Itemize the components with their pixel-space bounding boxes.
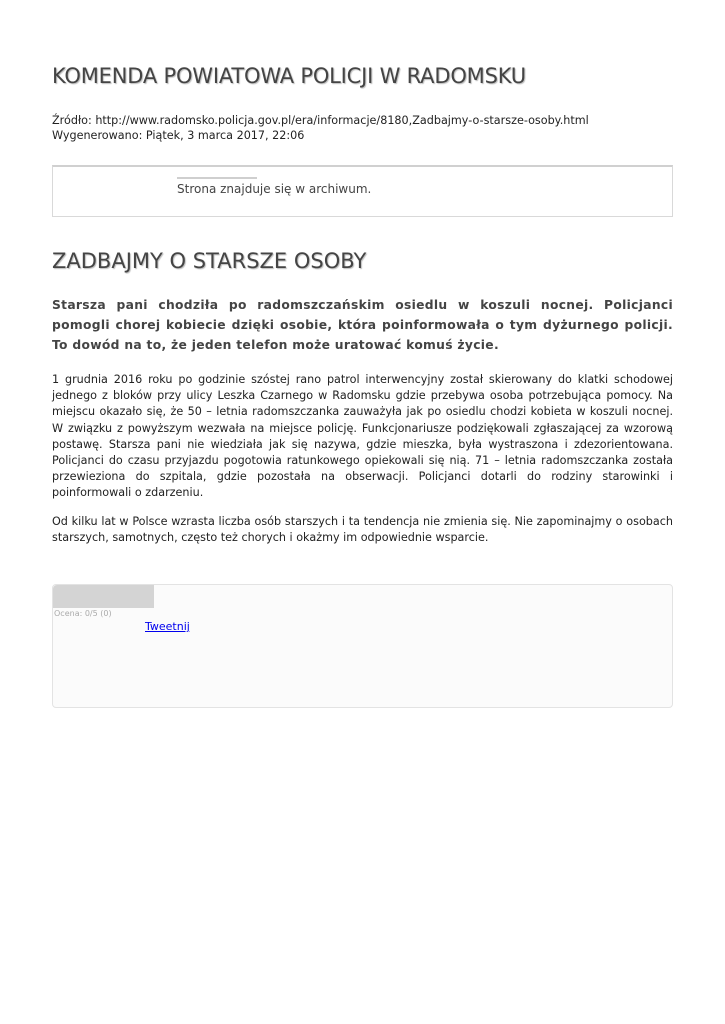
generated-date-line: Wygenerowano: Piątek, 3 marca 2017, 22:06: [52, 129, 305, 142]
rating-panel: [52, 584, 673, 708]
article-lead: Starsza pani chodziła po radomszczańskim osiedlu w koszuli nocnej. Policjanci pomogli chorej kobiecie dzięki osobie, która poinformowała o tym dyżurnego policji. To dowód na to, że jeden telefon może uratować komuś życie.: [52, 298, 673, 352]
rating-label: Ocena: 0/5 (0): [54, 609, 112, 618]
article-body: [52, 372, 673, 558]
article-paragraph: 1 grudnia 2016 roku po godzinie szóstej rano patrol interwencyjny został skierowany do klatki schodowej jednego z bloków przy ulicy Leszka Czarnego w Radomsku gdzie przebywa osoba potrzebująca pomocy. Na miejscu okazało się, że 50 – letnia radomszczanka zauważyła jak po osiedlu chodzi kobieta w koszuli nocnej. W związku z powyższym wezwała na miejsce policję. Funkcjonariusze podziękowali zgłaszającej za wzorową postawę. Starsza pani nie wiedziała jak się nazywa, gdzie mieszka, była wystraszona i zdezorientowana. Policjanci do czasu przyjazdu pogotowia ratunkowego opiekowali się nią. 71 – letnia radomszczanka została przewieziona do szpitala, gdzie pozostała na obserwacji. Policjanci dotarli do rodziny starowinki i poinformowali o zdarzeniu.: [52, 373, 673, 500]
archive-notice-box: [52, 165, 673, 217]
rating-bar[interactable]: [53, 585, 154, 608]
site-title: KOMENDA POWIATOWA POLICJI W RADOMSKU: [52, 64, 526, 88]
article-title: ZADBAJMY O STARSZE OSOBY: [52, 249, 367, 273]
archive-divider: [177, 177, 257, 179]
tweet-link[interactable]: Tweetnij: [145, 620, 190, 633]
source-url-line: Źródło: http://www.radomsko.policja.gov.pl/era/informacje/8180,Zadbajmy-o-starsze-osoby.html: [52, 114, 589, 127]
article-paragraph: Od kilku lat w Polsce wzrasta liczba osób starszych i ta tendencja nie zmienia się. Nie zapominajmy o osobach starszych, samotnych, często też chorych i okażmy im odpowiednie wsparcie.: [52, 514, 673, 544]
archive-notice: Strona znajduje się w archiwum.: [177, 182, 372, 196]
source-info: [52, 113, 589, 143]
